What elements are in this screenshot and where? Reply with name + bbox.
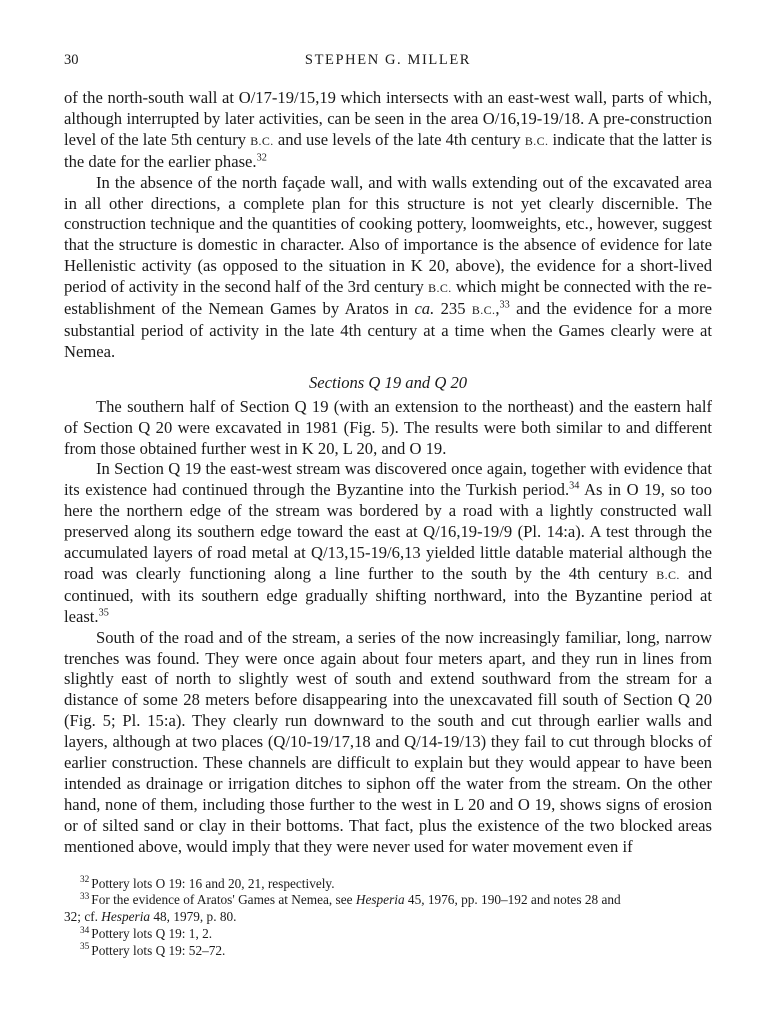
paragraph-5: South of the road and of the stream, a series of the now increasingly familiar, long, narrow trenches was found. They were once again about four meters apart, and they run in lines from slightly east of north to slightly west of south and extend southward from the stream for a distance of some 28 meters before disappearing into the unexcavated fill south of Section Q 20 (Fig. 5; Pl. 15:a). They clearly run downward to the south and cut through earlier walls and layers, although at two places (Q/10-19/17,18 and Q/14-19/13) they fail to cut through blocks of earlier construction. These channels are difficult to explain but they would appear to have been intended as drainage or irrigation ditches to siphon off the water from the stream. On the other hand, none of them, including those further to the west in L 20 and O 19, shows signs of erosion or of silted sand or clay in their bottoms. That fact, plus the existence of the two blocked areas mentioned above, would imply that they were never used for water movement even if [64, 627, 712, 856]
footnote-ref-35[interactable]: 35 [98, 607, 109, 619]
body-text [64, 88, 712, 858]
section-heading: Sections Q 19 and Q 20 [308, 372, 468, 392]
footnote-ref-32[interactable]: 32 [256, 152, 267, 164]
paragraph-2: In the absence of the north façade wall, and with walls extending out of the excavated area in all other directions, a complete plan for this structure is not yet clearly discernible. The construction technique and the quantities of cooking pottery, loomweights, etc., however, suggest that the structure is domestic in character. Also of importance is the absence of evidence for late Hellenistic activity (as opposed to the situation in K 20, above), the evidence for a short-lived period of activity in the second half of the 3rd century B.C. which might be connected with the re-establishment of the Nemean Games by Aratos in ca. 235 B.C.,$^{33}$ and the evidence for a more substantial period of activity in the late 4th century at a time when the Games clearly were at Nemea. [64, 172, 712, 361]
footnote-35: $^{35}$ Pottery lots Q 19: 52–72. [80, 942, 226, 958]
paragraph-1: of the north-south wall at O/17-19/15,19 which intersects with an east-west wall, parts of which, although interrupted by later activities, can be seen in the area O/16,19-19/18. A pre-construction level of the late 5th century B.C. and use levels of the late 4th century B.C. indicate that the latter is the date for the earlier phase.$^{32}$ [64, 88, 712, 171]
page-number: 30 [64, 52, 79, 68]
footnote-34: $^{34}$ Pottery lots Q 19: 1, 2. [80, 925, 213, 942]
footnote-ref-34[interactable]: 34 [569, 480, 580, 492]
footnote-33: $^{33}$ For the evidence of Aratos' Games at Nemea, see Hesperia 45, 1976, pp. 190–192 and notes 28 and 32; cf. Hesperia 48, 1979, p. 80. [64, 892, 621, 925]
running-head [64, 52, 712, 74]
document-page [64, 52, 712, 960]
paragraph-4: In Section Q 19 the east-west stream was discovered once again, together with evidence that its existence had continued through the Byzantine into the Turkish period.$^{34}$ As in O 19, so too here the northern edge of the stream was bordered by a road with a lightly constructed wall preserved along its southern edge toward the east at Q/16,19-19/9 (Pl. 14:a). A test through the accumulated layers of road metal at Q/13,15-19/6,13 yielded little datable material although the road was clearly functioning along a line further to the south by the 4th century B.C. and continued, with its southern edge gradually shifting northward, into the Byzantine period at least.$^{35}$ [64, 459, 712, 626]
footnote-ref-33[interactable]: 33 [499, 299, 510, 311]
running-title: STEPHEN G. MILLER [304, 52, 472, 68]
footnotes [64, 876, 712, 960]
footnote-32: $^{32}$ Pottery lots O 19: 16 and 20, 21, respectively. [80, 875, 335, 891]
paragraph-3: The southern half of Section Q 19 (with an extension to the northeast) and the eastern half of Section Q 20 were excavated in 1981 (Fig. 5). The results were both similar to and different from those obtained further west in K 20, L 20, and O 19. [64, 396, 712, 458]
